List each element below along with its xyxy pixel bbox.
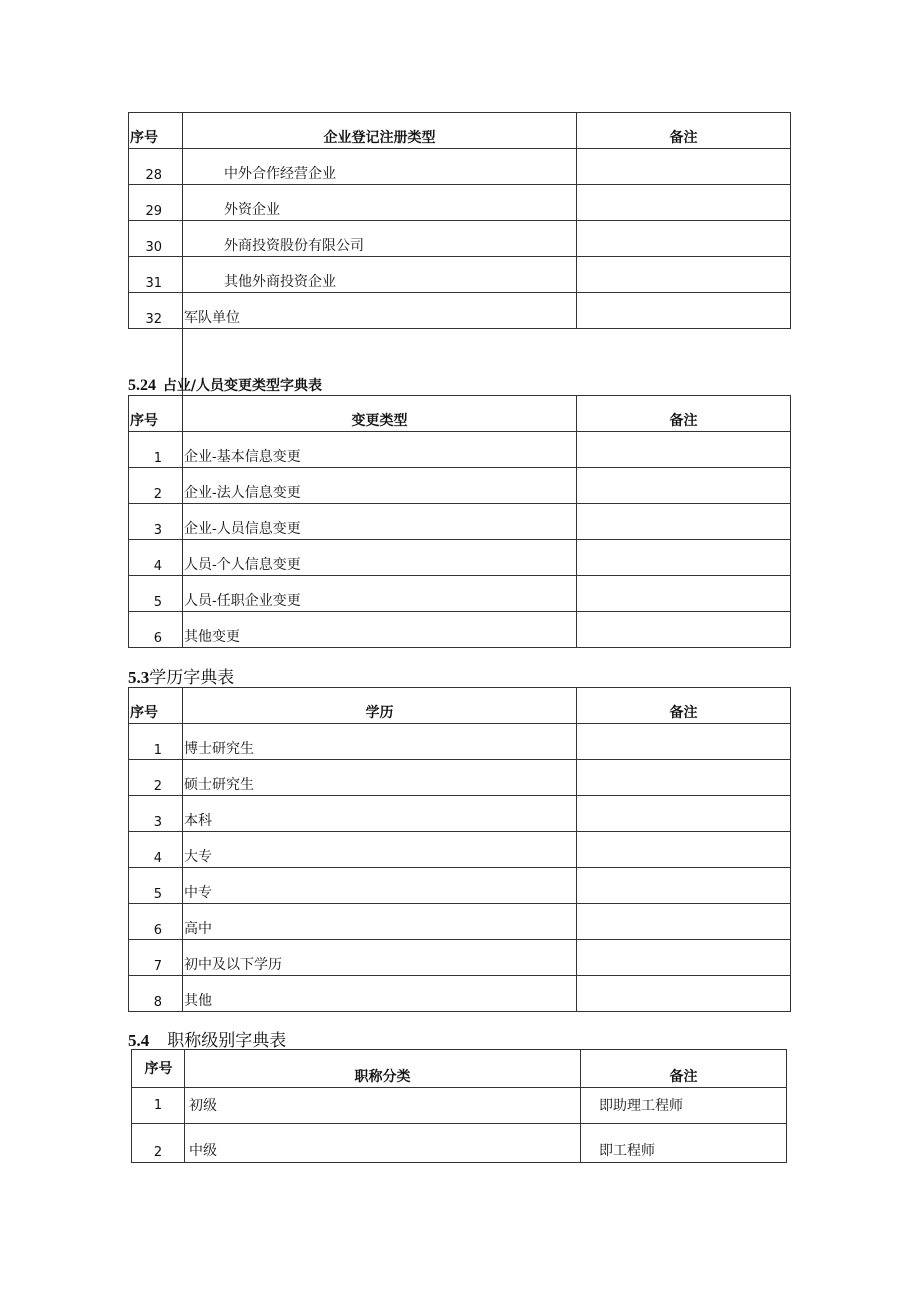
row-seq: 3: [129, 796, 183, 832]
section-number: 5.24: [128, 377, 156, 394]
row-seq: 2: [129, 468, 183, 504]
header-name: 企业登记注册类型: [183, 113, 577, 149]
row-name: 其他变更: [183, 612, 577, 648]
row-seq: 4: [129, 832, 183, 868]
row-seq: 2: [129, 760, 183, 796]
table-row: [129, 185, 791, 221]
row-seq: 30: [129, 221, 183, 257]
row-name: 中级: [185, 1124, 581, 1163]
table-row: [129, 257, 791, 293]
table-row: [129, 221, 791, 257]
row-name: 中专: [183, 868, 577, 904]
row-name: 其他外商投资企业: [183, 257, 577, 293]
row-name: 企业-法人信息变更: [183, 468, 577, 504]
section-title-524: [128, 375, 322, 395]
header-name: 职称分类: [185, 1050, 581, 1088]
row-note: 即工程师: [581, 1124, 787, 1163]
table-row: [129, 612, 791, 648]
row-seq: 5: [129, 868, 183, 904]
row-name: 博士研究生: [183, 724, 577, 760]
row-name: 人员-任职企业变更: [183, 576, 577, 612]
header-seq: 序号: [132, 1050, 185, 1088]
row-note: [577, 796, 791, 832]
row-name: 其他: [183, 976, 577, 1012]
row-seq: 1: [129, 724, 183, 760]
row-note: [577, 760, 791, 796]
row-note: [577, 221, 791, 257]
section-heading: 学历字典表: [149, 668, 235, 688]
row-name: 企业-基本信息变更: [183, 432, 577, 468]
row-name: 外资企业: [183, 185, 577, 221]
row-seq: 32: [129, 293, 183, 329]
header-seq: 序号: [129, 688, 183, 724]
row-note: 即助理工程师: [581, 1088, 787, 1124]
table-row: [129, 149, 791, 185]
row-note: [577, 540, 791, 576]
section-number: 5.4: [128, 1031, 150, 1050]
header-note: 备注: [577, 396, 791, 432]
table-row: [129, 432, 791, 468]
row-name: 硕士研究生: [183, 760, 577, 796]
row-name: 本科: [183, 796, 577, 832]
row-note: [577, 432, 791, 468]
title-level-table: [131, 1049, 787, 1163]
row-seq: 29: [129, 185, 183, 221]
row-note: [577, 185, 791, 221]
row-note: [577, 468, 791, 504]
table-row: [129, 468, 791, 504]
table-row: [132, 1124, 787, 1163]
section-heading: 占业/人员变更类型字典表: [162, 378, 322, 394]
table-row: [129, 293, 791, 329]
header-name: 变更类型: [183, 396, 577, 432]
table-row: [129, 904, 791, 940]
header-note: 备注: [581, 1050, 787, 1088]
table-header-row: [132, 1050, 787, 1088]
row-name: 大专: [183, 832, 577, 868]
row-seq: 8: [129, 976, 183, 1012]
change-type-table: [128, 395, 791, 648]
row-note: [577, 832, 791, 868]
row-seq: 7: [129, 940, 183, 976]
table-row: [129, 868, 791, 904]
header-note: 备注: [577, 688, 791, 724]
table-row: [129, 832, 791, 868]
table-header-row: [129, 688, 791, 724]
row-seq: 28: [129, 149, 183, 185]
section-title-53: [128, 663, 234, 688]
row-note: [577, 293, 791, 329]
row-name: 初级: [185, 1088, 581, 1124]
row-seq: 6: [129, 904, 183, 940]
row-name: 军队单位: [183, 293, 577, 329]
row-seq: 1: [132, 1088, 185, 1124]
section-number: 5.3: [128, 668, 150, 687]
row-name: 企业-人员信息变更: [183, 504, 577, 540]
table-row: [129, 796, 791, 832]
table-row: [129, 940, 791, 976]
table-header-row: [129, 396, 791, 432]
row-note: [577, 904, 791, 940]
row-name: 外商投资股份有限公司: [183, 221, 577, 257]
row-name: 人员-个人信息变更: [183, 540, 577, 576]
header-seq: 序号: [129, 396, 183, 432]
table-row: [129, 540, 791, 576]
education-table: [128, 687, 791, 1012]
row-note: [577, 976, 791, 1012]
section-heading: 职称级别字典表: [167, 1031, 287, 1051]
enterprise-type-table: [128, 112, 791, 329]
header-note: 备注: [577, 113, 791, 149]
row-note: [577, 149, 791, 185]
row-seq: 5: [129, 576, 183, 612]
table-row: [129, 760, 791, 796]
header-seq: 序号: [129, 113, 183, 149]
row-name: 初中及以下学历: [183, 940, 577, 976]
row-note: [577, 576, 791, 612]
row-note: [577, 724, 791, 760]
row-note: [577, 257, 791, 293]
row-seq: 6: [129, 612, 183, 648]
row-name: 高中: [183, 904, 577, 940]
table-row: [129, 576, 791, 612]
row-note: [577, 612, 791, 648]
section-title-54: [128, 1026, 286, 1051]
row-note: [577, 868, 791, 904]
table-row: [132, 1088, 787, 1124]
row-note: [577, 940, 791, 976]
row-seq: 31: [129, 257, 183, 293]
table-row: [129, 976, 791, 1012]
row-seq: 3: [129, 504, 183, 540]
table-row: [129, 504, 791, 540]
table-row: [129, 724, 791, 760]
row-seq: 1: [129, 432, 183, 468]
row-seq: 4: [129, 540, 183, 576]
row-note: [577, 504, 791, 540]
row-name: 中外合作经营企业: [183, 149, 577, 185]
table-header-row: [129, 113, 791, 149]
header-name: 学历: [183, 688, 577, 724]
row-seq: 2: [132, 1124, 185, 1163]
